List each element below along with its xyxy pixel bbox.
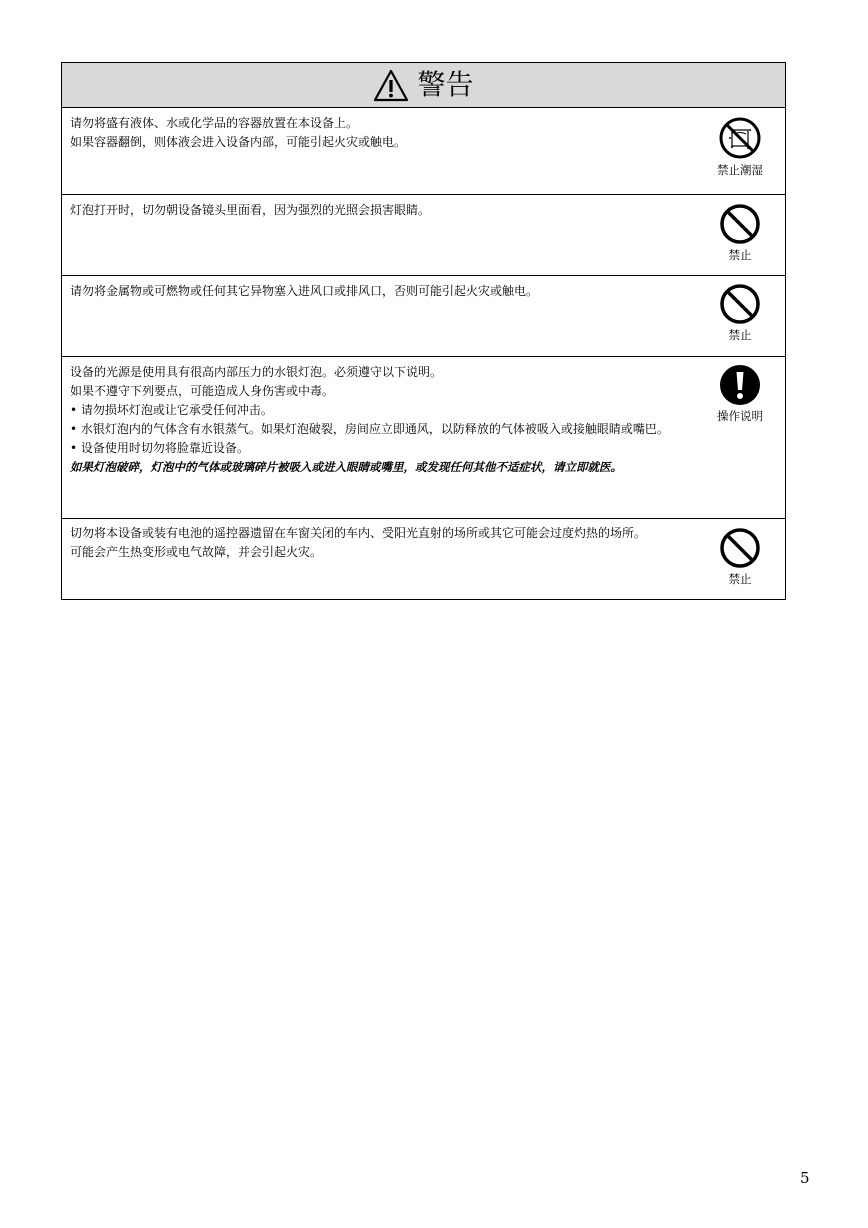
bullet-item: • 请勿损坏灯泡或让它承受任何冲击。 bbox=[70, 403, 273, 417]
warning-row-heat bbox=[62, 519, 785, 599]
row-icon-box bbox=[695, 283, 785, 343]
icon-label: 禁止 bbox=[728, 572, 752, 586]
warning-row-liquids bbox=[62, 108, 785, 195]
warning-title: 警告 bbox=[417, 68, 474, 101]
warning-header bbox=[62, 63, 785, 108]
row-icon-box bbox=[695, 203, 785, 263]
icon-label: 操作说明 bbox=[717, 409, 763, 423]
warning-row-vents bbox=[62, 276, 785, 357]
icon-label: 禁止 bbox=[728, 248, 752, 262]
page-number: 5 bbox=[800, 1169, 810, 1187]
bullet-item: • 水银灯泡内的气体含有水银蒸气。如果灯泡破裂，房间应立即通风，以防释放的气体被吸入或接触眼睛或嘴巴。 bbox=[70, 422, 669, 436]
prohibited-icon bbox=[719, 283, 761, 325]
row-icon-box bbox=[695, 116, 785, 178]
row-line: 设备的光源是使用具有很高内部压力的水银灯泡。必须遵守以下说明。 bbox=[70, 365, 443, 379]
warning-row-mercury-lamp bbox=[62, 357, 785, 519]
row-text bbox=[70, 114, 690, 152]
icon-label: 禁止潮湿 bbox=[717, 163, 763, 177]
exclamation-icon bbox=[719, 364, 761, 406]
prohibited-icon bbox=[719, 203, 761, 245]
emphasis-note: 如果灯泡破碎，灯泡中的气体或玻璃碎片被吸入或进入眼睛或嘴里，或发现任何其他不适症状，请立即就医。 bbox=[70, 460, 622, 474]
row-icon-box bbox=[695, 527, 785, 587]
row-line: 请勿将金属物或可燃物或任何其它异物塞入进风口或排风口，否则可能引起火灾或触电。 bbox=[70, 284, 539, 298]
row-line: 灯泡打开时，切勿朝设备镜头里面看，因为强烈的光照会损害眼睛。 bbox=[70, 203, 431, 217]
warning-triangle-icon bbox=[373, 69, 409, 102]
row-line: 可能会产生热变形或电气故障，并会引起火灾。 bbox=[70, 545, 323, 559]
prohibited-icon bbox=[719, 527, 761, 569]
bullet-text: 设备使用时切勿将脸靠近设备。 bbox=[80, 441, 249, 455]
warning-row-lens bbox=[62, 195, 785, 276]
no-wet-icon bbox=[718, 116, 762, 160]
row-icon-box bbox=[695, 364, 785, 424]
row-line: 切勿将本设备或装有电池的遥控器遗留在车窗关闭的车内、受阳光直射的场所或其它可能会过度灼热的场所。 bbox=[70, 526, 647, 540]
row-text bbox=[70, 282, 690, 301]
row-text bbox=[70, 363, 690, 477]
icon-label: 禁止 bbox=[728, 328, 752, 342]
row-text bbox=[70, 201, 690, 220]
warning-table bbox=[61, 62, 786, 600]
row-line: 如果容器翻倒，则体液会进入设备内部，可能引起火灾或触电。 bbox=[70, 135, 407, 149]
row-text bbox=[70, 525, 690, 561]
row-line: 如果不遵守下列要点，可能造成人身伤害或中毒。 bbox=[70, 384, 335, 398]
bullet-text: 请勿损坏灯泡或让它承受任何冲击。 bbox=[80, 403, 273, 417]
bullet-text: 水银灯泡内的气体含有水银蒸气。如果灯泡破裂，房间应立即通风，以防释放的气体被吸入或接触眼睛或嘴巴。 bbox=[80, 422, 669, 436]
bullet-item: • 设备使用时切勿将脸靠近设备。 bbox=[70, 441, 249, 455]
row-line: 请勿将盛有液体、水或化学品的容器放置在本设备上。 bbox=[70, 116, 359, 130]
